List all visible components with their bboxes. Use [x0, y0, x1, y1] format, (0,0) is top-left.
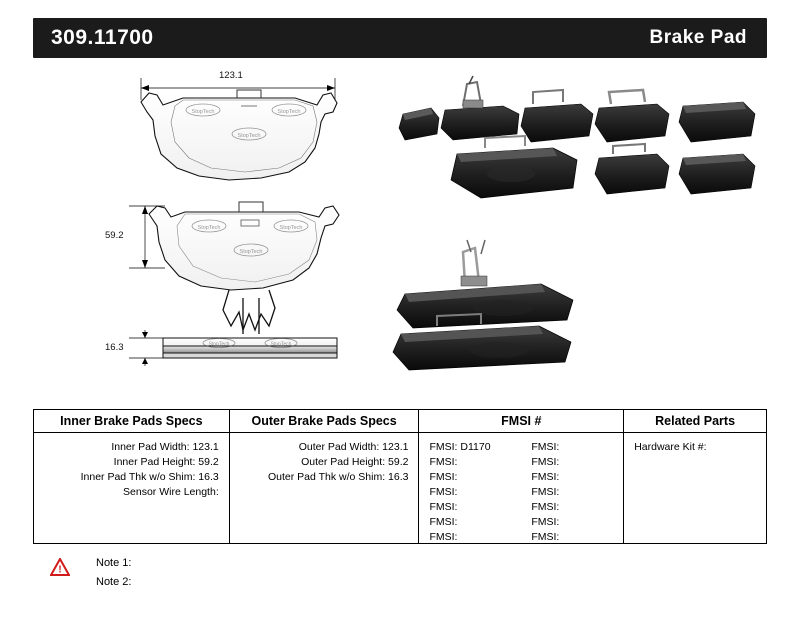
fmsi-left-2: FMSI: [429, 456, 458, 468]
note-2-row [50, 573, 350, 592]
fmsi-header: FMSI # [419, 410, 623, 433]
technical-drawing [33, 62, 767, 392]
fmsi-right-2: FMSI: [531, 456, 560, 468]
fmsi-column [419, 410, 624, 543]
note-2-label: Note 2: [96, 576, 132, 588]
outer-specs-header: Outer Brake Pads Specs [230, 410, 419, 433]
note-1-label: Note 1: [96, 557, 132, 569]
fmsi-left-5: FMSI: [429, 501, 458, 513]
warning-icon [50, 558, 70, 576]
svg-text:StopTech: StopTech [270, 341, 292, 348]
dimension-thickness-label: 16.3 [105, 342, 124, 353]
drawing-svg [33, 62, 767, 392]
fmsi-right-column [521, 440, 623, 545]
product-photo-set-c [393, 240, 573, 370]
fmsi-right-6: FMSI: [531, 516, 560, 528]
fmsi-left-4: FMSI: [429, 486, 458, 498]
fmsi-body [419, 433, 623, 545]
dimension-height-label: 59.2 [105, 230, 124, 241]
fmsi-left-column [419, 440, 521, 545]
hardware-kit-row: Hardware Kit #: [634, 441, 707, 453]
svg-text:StopTech: StopTech [208, 341, 230, 348]
outer-pad-height-row: Outer Pad Height: 59.2 [301, 456, 409, 468]
sensor-wire-length-row: Sensor Wire Length: [123, 486, 219, 498]
fmsi-left-1: FMSI: D1170 [429, 441, 491, 453]
svg-text:StopTech: StopTech [277, 109, 301, 115]
svg-text:StopTech: StopTech [237, 133, 261, 139]
notes-section [50, 554, 350, 592]
product-photo-set-b [595, 90, 755, 194]
pad-front-view [141, 90, 337, 180]
fmsi-right-1: FMSI: [531, 441, 560, 453]
fmsi-right-5: FMSI: [531, 501, 560, 513]
fmsi-left-7: FMSI: [429, 531, 458, 543]
outer-pad-thickness-row: Outer Pad Thk w/o Shim: 16.3 [268, 471, 409, 483]
inner-specs-column [34, 410, 230, 543]
inner-pad-width-row: Inner Pad Width: 123.1 [111, 441, 219, 453]
fmsi-right-4: FMSI: [531, 486, 560, 498]
related-parts-body [624, 433, 766, 455]
fmsi-left-6: FMSI: [429, 516, 458, 528]
inner-pad-height-row: Inner Pad Height: 59.2 [113, 456, 219, 468]
svg-text:!: ! [58, 564, 62, 576]
svg-text:StopTech: StopTech [197, 225, 221, 231]
inner-specs-header: Inner Brake Pads Specs [34, 410, 229, 433]
pad-side-view [129, 330, 337, 366]
inner-specs-body [34, 433, 229, 500]
svg-text:StopTech: StopTech [279, 225, 303, 231]
header-bar [33, 18, 767, 58]
outer-specs-column [230, 410, 420, 543]
product-photo-set-a [399, 76, 593, 198]
fmsi-right-3: FMSI: [531, 471, 560, 483]
note-1-row [50, 554, 350, 573]
fmsi-left-3: FMSI: [429, 471, 458, 483]
related-parts-header: Related Parts [624, 410, 766, 433]
pad-back-view [129, 202, 339, 334]
specs-tables [33, 409, 767, 544]
product-type-label: Brake Pad [649, 27, 747, 48]
related-parts-column [624, 410, 766, 543]
dimension-width-label: 123.1 [219, 70, 243, 81]
svg-text:StopTech: StopTech [239, 249, 263, 255]
fmsi-right-7: FMSI: [531, 531, 560, 543]
inner-pad-thickness-row: Inner Pad Thk w/o Shim: 16.3 [80, 471, 219, 483]
svg-text:StopTech: StopTech [191, 109, 215, 115]
outer-specs-body [230, 433, 419, 485]
outer-pad-width-row: Outer Pad Width: 123.1 [298, 441, 409, 453]
page-title: 309.11700 [51, 26, 154, 49]
